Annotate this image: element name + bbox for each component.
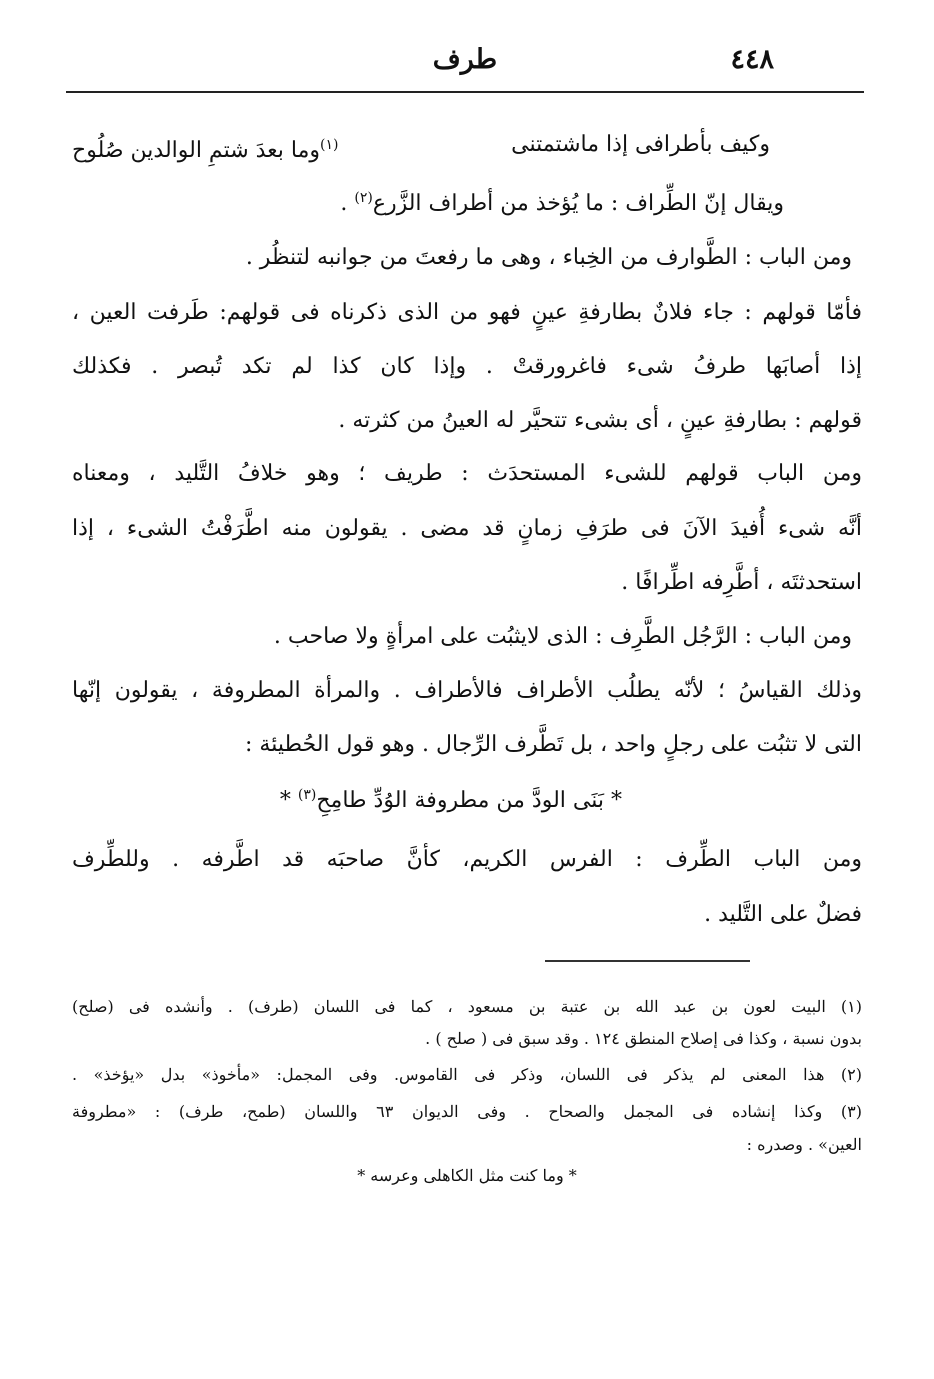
text-line: ومن الباب قولهم للشىء المستحدَث : طريف ؛ وهو خلافُ التَّليد ، ومعناه	[72, 461, 862, 486]
text-line	[340, 183, 784, 219]
text-line: استحدثتَه ، أطَّرِفه اطِّرافًا .	[621, 570, 862, 595]
verse-1-second-text: وما بعدَ شتمِ الوالدين صُلُوح	[72, 138, 321, 163]
text-line: فضلٌ على التَّليد .	[704, 902, 862, 927]
verse-2-end: *	[279, 788, 298, 813]
text-line: قولهم : بطارفةِ عينٍ ، أى بشىء تتحيَّر له العينُ من كثرته .	[338, 408, 862, 433]
line-text: ويقال إنّ الطِّراف : ما يُؤخذ من أطراف الزَّرع	[372, 191, 784, 216]
text-line: أنَّه شىء أُفيدَ الآنَ فى طرَفِ زمانٍ قد مضى . يقولون منه اطَّرَفْتُ الشىء ، إذا	[72, 516, 862, 541]
footnote-1-line-2: بدون نسبة ، وكذا فى إصلاح المنطق ١٢٤ . وقد سبق فى ( صلح ) .	[425, 1029, 862, 1048]
footnote-2: (٢) هذا المعنى لم يذكر فى اللسان، وذكر فى القاموس. وفى المجمل: «مأخوذ» بدل «يؤخذ» .	[72, 1065, 862, 1084]
text-line: ومن الباب الطِّرف : الفرس الكريم، كأنَّ صاحبَه قد اطَّرفه . وللطِّرف	[72, 847, 862, 872]
text-line: فأمّا قولهم : جاء فلانٌ بطارفةِ عينٍ فهو من الذى ذكرناه فى قولهم: طَرفت العين ،	[72, 300, 862, 325]
footnote-ref-3: (٣)	[297, 787, 317, 803]
verse-1-second-hemistich	[72, 130, 339, 166]
main-text	[72, 0, 862, 960]
footnote-ref-1: (١)	[320, 137, 339, 153]
line-end: .	[340, 191, 355, 216]
text-line: ومن الباب : الطَّوارف من الخِباء ، وهى ما رفعتَ من جوانبه لتنظُر .	[245, 245, 852, 270]
footnote-ref-2: (٢)	[354, 190, 373, 206]
text-line: ومن الباب : الرَّجُل الطَّرِف : الذى لايثبُت على امرأةٍ ولا صاحب .	[273, 624, 852, 649]
page-number: ٤٤٨	[730, 44, 774, 75]
verse-2	[280, 780, 622, 816]
text-line: وذلك القياسُ ؛ لأنّه يطلُب الأطراف فالأطراف . والمرأة المطروفة ، يقولون إنّها	[72, 678, 862, 703]
verse-1-first-hemistich: وكيف بأطرافى إذا ماشتمتنى	[511, 132, 770, 157]
footnote-1-line-1: (١) البيت لعون بن عبد الله بن عتبة بن مسعود ، كما فى اللسان (طرف) . وأنشده فى (صلح)	[72, 997, 862, 1016]
footnote-3-verse: * وما كنت مثل الكاهلى وعرسه *	[357, 1166, 577, 1185]
text-line: إذا أصابَها طرفُ شىء فاغرورقتْ . وإذا كان كذا لم تكد تُبصر . فكذلك	[72, 354, 862, 379]
footnote-3-line-1: (٣) وكذا إنشاده فى المجمل والصحاح . وفى الديوان ٦٣ واللسان (طمح، طرف) : «مطروفة	[72, 1102, 863, 1121]
verse-2-text: * بَنَى الودَّ من مطروفة الوُدِّ طامِحِ	[316, 788, 622, 813]
running-title: طرف	[432, 44, 498, 75]
footnote-3-line-2: العين» . وصدره :	[746, 1135, 862, 1154]
footnote-separator	[545, 960, 750, 962]
text-line: التى لا تثبُت على رجلٍ واحد ، بل تَطَّرف الرِّجال . وهو قول الحُطيئة :	[245, 732, 862, 757]
